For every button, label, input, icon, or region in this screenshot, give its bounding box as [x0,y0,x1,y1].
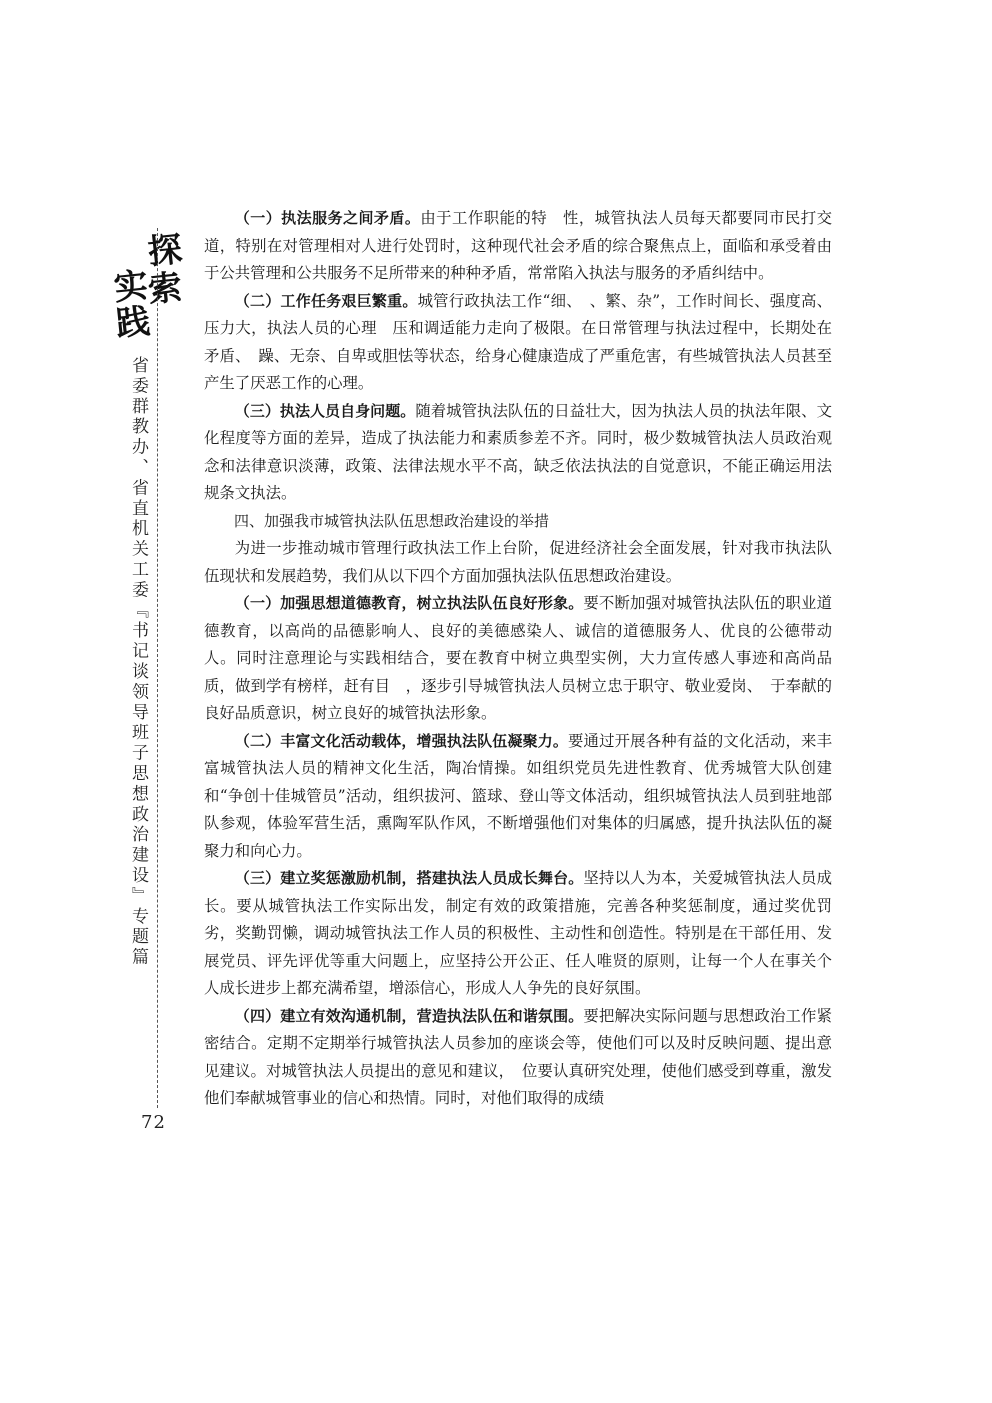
paragraph: 为进一步推动城市管理行政执法工作上台阶，促进经济社会全面发展，针对我市执法队伍现状和发展趋势，我们从以下四个方面加强执法队伍思想政治建设。 [204,539,832,585]
paragraph-heading: （四）建立有效沟通机制，营造执法队伍和谐氛围。 [234,1006,584,1025]
section-heading: 四、加强我市城管执法队伍思想政治建设的举措 [234,511,550,530]
paragraph [204,398,832,508]
paragraph-text: 要不断加强对城管执法队伍的职业道德教育，以高尚的品德影响人、良好的美德感染人、诚信的道德服务人、优良的公德带动人。同时注意理论与实践相结合，要在教育中树立典型实例，大力宣传感人事迹和高尚品质，做到学有榜样，赶有目 ，逐步引导城管执法人员树立忠于职守、敬业爱岗、 于奉献的良好品质意识，树立良好的城管执法形象。 [204,594,832,722]
page-number: 72 [141,1112,166,1133]
paragraph-heading: （二）工作任务艰巨繁重。 [234,291,418,310]
paragraph-heading: （一）执法服务之间矛盾。 [234,209,421,227]
paragraph-heading: （二）丰富文化活动载体，增强执法队伍凝聚力。 [234,731,569,750]
paragraph-heading: （一）加强思想道德教育，树立执法队伍良好形象。 [234,594,584,612]
title-char-3: 实 [112,265,150,309]
paragraph-text: 坚持以人为本，关爱城管执法人员成长。要从城管执法工作实际出发，制定有效的政策措施，完善各种奖惩制度，通过奖优罚劣，奖勤罚懒，调动城管执法工作人员的积极性、主动性和创造性。特别是在干部任用、发展党员、评先评优等重大问题上，应坚持公开公正、任人唯贤的原则，让每一个人在事关个人成长进步上都充满希望，增添信心，形成人人争先的良好氛围。 [204,869,832,997]
paragraph-text: 要通过开展各种有益的文化活动，来丰富城管执法人员的精神文化生活，陶冶情操。如组织党员先进性教育、优秀城管大队创建和“争创十佳城管员”活动，组织拔河、篮球、登山等文体活动，组织城管执法人员到驻地部队参观，体验军营生活，熏陶军队作风，不断增强他们对集体的归属感，提升执法队伍的凝聚力和向心力。 [204,731,832,860]
title-char-4: 践 [114,301,152,345]
paragraph [204,590,832,728]
title-char-1: 探 [146,229,184,273]
paragraph-text: 随着城管执法队伍的日益壮大，因为执法人员的执法年限、文化程度等方面的差异，造成了执法能力和素质参差不齐。同时，极少数城管执法人员政治观念和法律意识淡薄，政策、法律法规水平不高，缺乏依法执法的自觉意识，不能正确运用法规条文执法。 [204,401,832,502]
paragraph-text: 由于工作职能的特 性，城管执法人员每天都要同市民打交道，特别在对管理相对人进行处罚时，这种现代社会矛盾的综合聚焦点上，面临和承受着由于公共管理和公共服务不足所带来的种种矛盾，常常陷入执法与服务的矛盾纠结中。 [204,209,832,282]
paragraph [204,1003,832,1113]
paragraph [204,205,832,288]
section-logo-title [112,229,184,345]
title-char-2: 索 [146,267,184,311]
paragraph-text: 要把解决实际问题与思想政治工作紧密结合。定期不定期举行城管执法人员参加的座谈会等，使他们可以及时反映问题、提出意见建议。对城管执法人员提出的意见和建议， 位要认真研究处理，使他们感受到尊重，激发他们奉献城管事业的信心和热情。同时，对他们取得的成绩 [204,1006,832,1107]
paragraph [204,728,832,866]
paragraph-text: 城管行政执法工作“细、 、繁、杂”，工作时间长、强度高、压力大，执法人员的心理 压和调适能力走向了极限。在日常管理与执法过程中，长期处在矛盾、 躁、无奈、自卑或胆怯等状态，给身心健康造成了严重危害，有些城管执法人员甚至产生了厌恶工作的心理。 [204,291,832,392]
article-body [204,205,832,1113]
margin-divider [157,228,158,1108]
paragraph-heading: （三）建立奖惩激励机制，搭建执法人员成长舞台。 [234,869,584,887]
paragraph-heading: （三）执法人员自身问题。 [234,401,416,420]
paragraph [204,288,832,398]
paragraph [204,865,832,1003]
section-subtitle: 省委群教办、省直机关工委『书记谈领导班子思想政治建设』专题篇 [128,356,148,968]
